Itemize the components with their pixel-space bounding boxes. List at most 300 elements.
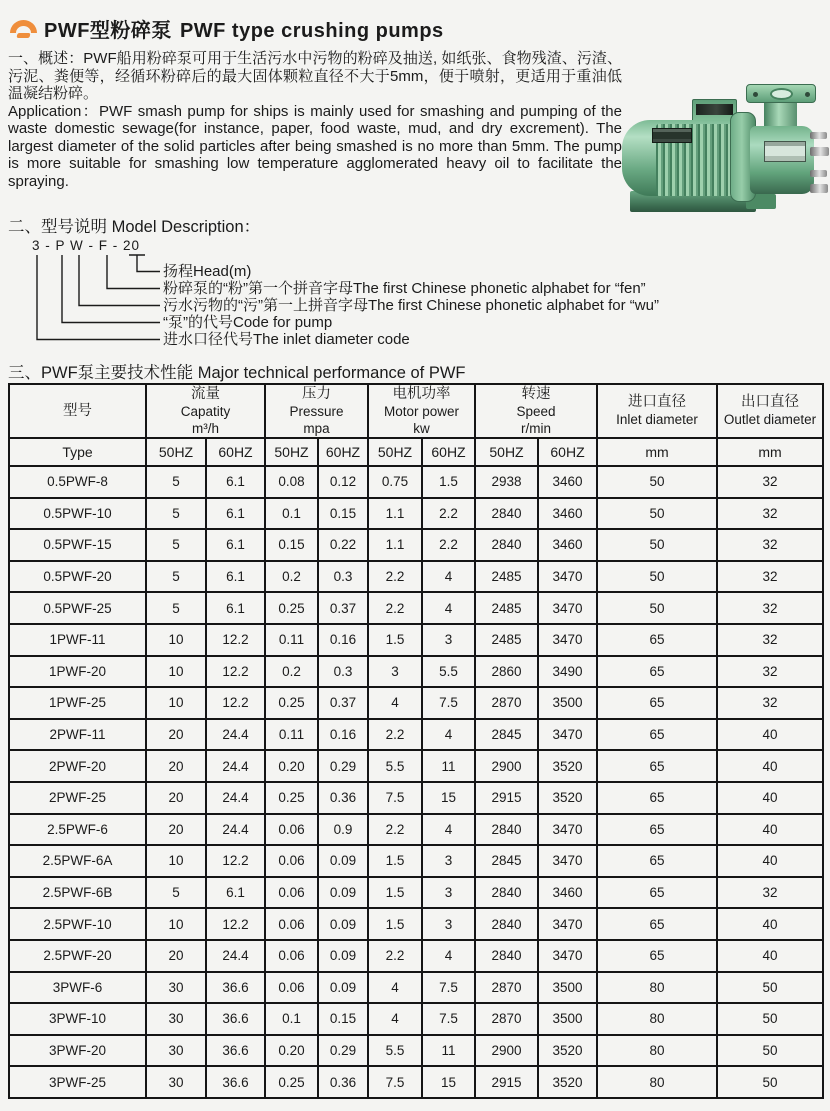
pump-model-cell: 2PWF-20 — [9, 750, 146, 782]
spec-value-cell: 1.5 — [422, 466, 475, 498]
spec-value-cell: 0.16 — [318, 624, 368, 656]
pump-model-cell: 1PWF-20 — [9, 656, 146, 688]
spec-value-cell: 3500 — [538, 972, 597, 1004]
pump-model-cell: 2.5PWF-20 — [9, 940, 146, 972]
spec-value-cell: 6.1 — [206, 561, 265, 593]
spec-value-cell: 6.1 — [206, 466, 265, 498]
spec-value-cell: 3 — [422, 877, 475, 909]
spec-value-cell: 2840 — [475, 498, 538, 530]
spec-value-cell: 0.08 — [265, 466, 318, 498]
spec-value-cell: 2.2 — [422, 498, 475, 530]
spec-value-cell: 5 — [146, 466, 206, 498]
power-zh: 电机功率 — [392, 385, 451, 402]
subhead-60hz: 60HZ — [318, 438, 368, 466]
spec-row — [9, 1035, 823, 1067]
spec-value-cell: 3460 — [538, 529, 597, 561]
spec-value-cell: 0.36 — [318, 1066, 368, 1098]
spec-value-cell: 32 — [717, 498, 823, 530]
spec-value-cell: 3470 — [538, 624, 597, 656]
spec-value-cell: 24.4 — [206, 719, 265, 751]
subhead-mm: mm — [597, 438, 717, 466]
power-unit: kw — [413, 420, 430, 436]
spec-row — [9, 719, 823, 751]
spec-value-cell: 3470 — [538, 561, 597, 593]
spec-value-cell: 0.09 — [318, 908, 368, 940]
subhead-60hz: 60HZ — [422, 438, 475, 466]
spec-value-cell: 24.4 — [206, 940, 265, 972]
subhead-mm: mm — [717, 438, 823, 466]
spec-value-cell: 50 — [597, 561, 717, 593]
spec-value-cell: 20 — [146, 940, 206, 972]
spec-value-cell: 10 — [146, 845, 206, 877]
spec-value-cell: 0.11 — [265, 719, 318, 751]
spec-value-cell: 40 — [717, 782, 823, 814]
pump-model-cell: 0.5PWF-8 — [9, 466, 146, 498]
spec-value-cell: 12.2 — [206, 845, 265, 877]
spec-row — [9, 529, 823, 561]
col-motor-power — [368, 384, 475, 438]
casing-stud — [810, 147, 829, 156]
spec-value-cell: 0.09 — [318, 877, 368, 909]
pump-model-cell: 2.5PWF-6A — [9, 845, 146, 877]
spec-row — [9, 908, 823, 940]
col-outlet-diameter — [717, 384, 823, 438]
spec-value-cell: 5 — [146, 529, 206, 561]
spec-value-cell: 0.25 — [265, 687, 318, 719]
performance-table-heading: 三、PWF泵主要技术性能 Major technical performance of PWF — [8, 364, 466, 382]
spec-value-cell: 3520 — [538, 1035, 597, 1067]
spec-value-cell: 0.20 — [265, 1035, 318, 1067]
spec-value-cell: 2.2 — [368, 561, 422, 593]
spec-row — [9, 592, 823, 624]
page-title-zh: PWF型粉碎泵 — [44, 20, 172, 42]
spec-value-cell: 32 — [717, 687, 823, 719]
spec-value-cell: 3520 — [538, 1066, 597, 1098]
inlet-en: Inlet diameter — [616, 412, 698, 427]
inlet-flange — [746, 84, 816, 103]
spec-row — [9, 498, 823, 530]
spec-value-cell: 32 — [717, 561, 823, 593]
spec-value-cell: 40 — [717, 814, 823, 846]
pressure-en: Pressure — [289, 403, 344, 419]
spec-value-cell: 11 — [422, 1035, 475, 1067]
spec-value-cell: 3 — [422, 624, 475, 656]
pump-model-cell: 0.5PWF-10 — [9, 498, 146, 530]
spec-value-cell: 3470 — [538, 940, 597, 972]
spec-value-cell: 0.09 — [318, 972, 368, 1004]
spec-value-cell: 3470 — [538, 814, 597, 846]
spec-value-cell: 0.9 — [318, 814, 368, 846]
spec-value-cell: 12.2 — [206, 908, 265, 940]
spec-value-cell: 32 — [717, 592, 823, 624]
spec-value-cell: 50 — [597, 592, 717, 624]
spec-value-cell: 15 — [422, 782, 475, 814]
overview-section — [8, 50, 622, 190]
spec-value-cell: 12.2 — [206, 656, 265, 688]
overview-text-zh: 一、概述：PWF船用粉碎泵可用于生活污水中污物的粉碎及抽送, 如纸张、食物残渣、污渣、污泥、粪便等，经循环粉碎后的最大固体颗粒直径不大于5mm，便于喷射，更适用于重油低温凝结粉碎。 — [8, 50, 622, 102]
spec-value-cell: 4 — [422, 719, 475, 751]
spec-row — [9, 877, 823, 909]
spec-value-cell: 3470 — [538, 908, 597, 940]
spec-value-cell: 2938 — [475, 466, 538, 498]
pressure-unit: mpa — [303, 420, 330, 436]
spec-value-cell: 3470 — [538, 845, 597, 877]
spec-value-cell: 0.1 — [265, 1003, 318, 1035]
spec-value-cell: 40 — [717, 845, 823, 877]
model-code-diagram — [30, 238, 810, 354]
spec-value-cell: 20 — [146, 782, 206, 814]
spec-value-cell: 0.15 — [318, 498, 368, 530]
spec-value-cell: 0.25 — [265, 1066, 318, 1098]
spec-value-cell: 5 — [146, 877, 206, 909]
spec-value-cell: 3 — [422, 908, 475, 940]
spec-value-cell: 5.5 — [368, 1035, 422, 1067]
pump-model-cell: 2PWF-25 — [9, 782, 146, 814]
spec-value-cell: 0.3 — [318, 656, 368, 688]
spec-value-cell: 65 — [597, 782, 717, 814]
spec-value-cell: 0.37 — [318, 592, 368, 624]
capacity-unit: m³/h — [192, 420, 219, 436]
flange-bolt — [805, 92, 810, 97]
spec-value-cell: 6.1 — [206, 529, 265, 561]
spec-value-cell: 0.15 — [318, 1003, 368, 1035]
spec-value-cell: 15 — [422, 1066, 475, 1098]
spec-value-cell: 40 — [717, 940, 823, 972]
spec-table — [8, 383, 824, 1099]
spec-value-cell: 32 — [717, 466, 823, 498]
spec-table-container — [8, 383, 822, 1099]
col-inlet-diameter — [597, 384, 717, 438]
spec-value-cell: 5 — [146, 498, 206, 530]
spec-value-cell: 40 — [717, 908, 823, 940]
spec-value-cell: 80 — [597, 972, 717, 1004]
pump-model-cell: 1PWF-25 — [9, 687, 146, 719]
spec-value-cell: 0.06 — [265, 908, 318, 940]
spec-value-cell: 36.6 — [206, 972, 265, 1004]
spec-value-cell: 0.25 — [265, 592, 318, 624]
spec-value-cell: 80 — [597, 1035, 717, 1067]
spec-value-cell: 0.2 — [265, 561, 318, 593]
spec-value-cell: 2900 — [475, 750, 538, 782]
spec-value-cell: 80 — [597, 1066, 717, 1098]
casing-stud — [810, 132, 827, 139]
spec-value-cell: 3520 — [538, 750, 597, 782]
inlet-zh: 进口直径 — [628, 394, 687, 410]
model-label-pump: “泵”的代号Code for pump — [163, 314, 333, 331]
col-capacity — [146, 384, 265, 438]
spec-value-cell: 0.20 — [265, 750, 318, 782]
spec-value-cell: 0.75 — [368, 466, 422, 498]
col-type — [9, 384, 146, 438]
spec-value-cell: 2.2 — [368, 719, 422, 751]
pump-model-cell: 0.5PWF-15 — [9, 529, 146, 561]
spec-value-cell: 2870 — [475, 972, 538, 1004]
spec-value-cell: 10 — [146, 908, 206, 940]
casing-stud — [810, 184, 828, 193]
col-type-label: 型号 — [63, 402, 92, 419]
spec-value-cell: 30 — [146, 1066, 206, 1098]
spec-row — [9, 466, 823, 498]
spec-value-cell: 0.06 — [265, 814, 318, 846]
spec-value-cell: 30 — [146, 1003, 206, 1035]
spec-value-cell: 3470 — [538, 592, 597, 624]
spec-value-cell: 2840 — [475, 814, 538, 846]
spec-value-cell: 3 — [368, 656, 422, 688]
spec-value-cell: 65 — [597, 624, 717, 656]
model-label-head: 扬程Head(m) — [163, 263, 252, 280]
pump-model-cell: 2.5PWF-10 — [9, 908, 146, 940]
col-speed — [475, 384, 597, 438]
pump-photo — [618, 84, 830, 216]
spec-value-cell: 2840 — [475, 940, 538, 972]
spec-value-cell: 20 — [146, 814, 206, 846]
spec-value-cell: 1.5 — [368, 845, 422, 877]
spec-value-cell: 24.4 — [206, 782, 265, 814]
outlet-en: Outlet diameter — [723, 412, 817, 427]
spec-value-cell: 50 — [717, 1003, 823, 1035]
spec-table-head — [9, 384, 823, 466]
spec-value-cell: 6.1 — [206, 592, 265, 624]
spec-value-cell: 3460 — [538, 498, 597, 530]
spec-row — [9, 687, 823, 719]
spec-value-cell: 3470 — [538, 719, 597, 751]
header-row-sub — [9, 438, 823, 466]
spec-value-cell: 5.5 — [368, 750, 422, 782]
spec-value-cell: 24.4 — [206, 750, 265, 782]
col-pressure — [265, 384, 368, 438]
motor-nameplate — [652, 128, 692, 143]
pump-model-cell: 2.5PWF-6B — [9, 877, 146, 909]
arc-icon — [10, 20, 37, 33]
page-title-en: PWF type crushing pumps — [179, 20, 444, 42]
subhead-60hz: 60HZ — [538, 438, 597, 466]
spec-value-cell: 65 — [597, 877, 717, 909]
spec-value-cell: 2900 — [475, 1035, 538, 1067]
spec-value-cell: 40 — [717, 719, 823, 751]
spec-value-cell: 0.16 — [318, 719, 368, 751]
spec-value-cell: 65 — [597, 814, 717, 846]
spec-value-cell: 6.1 — [206, 498, 265, 530]
spec-value-cell: 3460 — [538, 877, 597, 909]
spec-value-cell: 4 — [368, 687, 422, 719]
spec-value-cell: 2840 — [475, 908, 538, 940]
spec-value-cell: 0.11 — [265, 624, 318, 656]
brand-arc-icon — [10, 20, 38, 42]
spec-value-cell: 3520 — [538, 782, 597, 814]
spec-value-cell: 50 — [597, 529, 717, 561]
spec-value-cell: 4 — [422, 561, 475, 593]
spec-value-cell: 0.09 — [318, 845, 368, 877]
spec-value-cell: 1.5 — [368, 877, 422, 909]
spec-value-cell: 7.5 — [368, 782, 422, 814]
spec-value-cell: 2870 — [475, 687, 538, 719]
spec-value-cell: 32 — [717, 624, 823, 656]
spec-value-cell: 2860 — [475, 656, 538, 688]
spec-value-cell: 7.5 — [422, 1003, 475, 1035]
flange-bore — [770, 88, 793, 100]
spec-value-cell: 10 — [146, 624, 206, 656]
spec-value-cell: 11 — [422, 750, 475, 782]
spec-value-cell: 0.36 — [318, 782, 368, 814]
spec-value-cell: 0.37 — [318, 687, 368, 719]
pump-model-cell: 1PWF-11 — [9, 624, 146, 656]
spec-value-cell: 2.2 — [368, 814, 422, 846]
spec-value-cell: 65 — [597, 845, 717, 877]
spec-value-cell: 65 — [597, 908, 717, 940]
spec-value-cell: 2485 — [475, 561, 538, 593]
spec-value-cell: 3500 — [538, 687, 597, 719]
spec-value-cell: 2.2 — [422, 529, 475, 561]
spec-value-cell: 2845 — [475, 845, 538, 877]
spec-value-cell: 0.29 — [318, 1035, 368, 1067]
spec-value-cell: 4 — [422, 940, 475, 972]
spec-value-cell: 50 — [717, 1035, 823, 1067]
spec-value-cell: 2.2 — [368, 592, 422, 624]
spec-value-cell: 0.3 — [318, 561, 368, 593]
power-en: Motor power — [383, 403, 460, 419]
spec-value-cell: 0.06 — [265, 877, 318, 909]
spec-value-cell: 36.6 — [206, 1035, 265, 1067]
spec-row — [9, 814, 823, 846]
speed-zh: 转速 — [521, 385, 551, 402]
spec-value-cell: 80 — [597, 1003, 717, 1035]
spec-value-cell: 0.22 — [318, 529, 368, 561]
arc-dash-icon — [16, 33, 30, 38]
spec-value-cell: 0.06 — [265, 940, 318, 972]
spec-value-cell: 24.4 — [206, 814, 265, 846]
spec-value-cell: 20 — [146, 750, 206, 782]
spec-value-cell: 2840 — [475, 877, 538, 909]
spec-value-cell: 65 — [597, 750, 717, 782]
spec-value-cell: 36.6 — [206, 1003, 265, 1035]
spec-value-cell: 30 — [146, 972, 206, 1004]
spec-value-cell: 0.25 — [265, 782, 318, 814]
spec-row — [9, 656, 823, 688]
model-label-inlet: 进水口径代号The inlet diameter code — [163, 331, 410, 348]
spec-value-cell: 2915 — [475, 1066, 538, 1098]
model-description-heading: 二、型号说明 Model Description： — [8, 218, 261, 236]
spec-value-cell: 1.5 — [368, 624, 422, 656]
spec-value-cell: 3500 — [538, 1003, 597, 1035]
spec-value-cell: 2870 — [475, 1003, 538, 1035]
pressure-zh: 压力 — [302, 385, 331, 402]
spec-value-cell: 65 — [597, 687, 717, 719]
spec-value-cell: 10 — [146, 656, 206, 688]
pump-model-cell: 3PWF-6 — [9, 972, 146, 1004]
pump-model-cell: 3PWF-20 — [9, 1035, 146, 1067]
spec-value-cell: 3460 — [538, 466, 597, 498]
speed-en: Speed — [516, 403, 556, 419]
spec-value-cell: 0.1 — [265, 498, 318, 530]
casing-stud — [810, 170, 827, 177]
pump-model-cell: 0.5PWF-25 — [9, 592, 146, 624]
spec-value-cell: 65 — [597, 656, 717, 688]
page-title — [44, 14, 444, 43]
speed-unit: r/min — [521, 420, 551, 436]
spec-row — [9, 1003, 823, 1035]
model-code: 3 - P W - F - 20 — [32, 238, 141, 253]
pump-model-cell: 2PWF-11 — [9, 719, 146, 751]
spec-value-cell: 2485 — [475, 624, 538, 656]
subhead-50hz: 50HZ — [146, 438, 206, 466]
spec-value-cell: 1.1 — [368, 529, 422, 561]
spec-value-cell: 4 — [368, 972, 422, 1004]
spec-row — [9, 782, 823, 814]
spec-row — [9, 624, 823, 656]
outlet-zh: 出口直径 — [741, 394, 800, 410]
spec-value-cell: 2915 — [475, 782, 538, 814]
spec-value-cell: 2.2 — [368, 940, 422, 972]
spec-value-cell: 4 — [422, 814, 475, 846]
capacity-en: Capatity — [180, 403, 231, 419]
spec-value-cell: 5.5 — [422, 656, 475, 688]
spec-value-cell: 0.09 — [318, 940, 368, 972]
spec-value-cell: 20 — [146, 719, 206, 751]
spec-value-cell: 2485 — [475, 592, 538, 624]
spec-value-cell: 50 — [597, 466, 717, 498]
pump-model-cell: 2.5PWF-6 — [9, 814, 146, 846]
spec-value-cell: 7.5 — [422, 687, 475, 719]
spec-value-cell: 32 — [717, 529, 823, 561]
spec-value-cell: 32 — [717, 656, 823, 688]
spec-value-cell: 5 — [146, 592, 206, 624]
spec-value-cell: 30 — [146, 1035, 206, 1067]
subhead-50hz: 50HZ — [265, 438, 318, 466]
spec-value-cell: 3490 — [538, 656, 597, 688]
spec-value-cell: 50 — [597, 498, 717, 530]
spec-value-cell: 4 — [422, 592, 475, 624]
spec-value-cell: 36.6 — [206, 1066, 265, 1098]
spec-value-cell: 0.29 — [318, 750, 368, 782]
pump-model-cell: 3PWF-10 — [9, 1003, 146, 1035]
spec-value-cell: 40 — [717, 750, 823, 782]
header-row-main — [9, 384, 823, 438]
spec-value-cell: 2840 — [475, 529, 538, 561]
capacity-zh: 流量 — [191, 385, 220, 402]
subhead-50hz: 50HZ — [475, 438, 538, 466]
spec-row — [9, 845, 823, 877]
spec-row — [9, 1066, 823, 1098]
subhead-50hz: 50HZ — [368, 438, 422, 466]
spec-table-body — [9, 466, 823, 1098]
pump-model-cell: 0.5PWF-20 — [9, 561, 146, 593]
spec-value-cell: 7.5 — [422, 972, 475, 1004]
pump-model-cell: 3PWF-25 — [9, 1066, 146, 1098]
spec-value-cell: 6.1 — [206, 877, 265, 909]
spec-value-cell: 10 — [146, 687, 206, 719]
spec-value-cell: 0.15 — [265, 529, 318, 561]
model-label-fen: 粉碎泵的“粉”第一个拼音字母The first Chinese phonetic alphabet for “fen” — [163, 280, 646, 297]
spec-value-cell: 65 — [597, 940, 717, 972]
spec-row — [9, 972, 823, 1004]
pump-nameplate — [764, 141, 806, 162]
spec-value-cell: 7.5 — [368, 1066, 422, 1098]
spec-value-cell: 1.1 — [368, 498, 422, 530]
spec-value-cell: 12.2 — [206, 687, 265, 719]
spec-value-cell: 2845 — [475, 719, 538, 751]
spec-value-cell: 3 — [422, 845, 475, 877]
spec-value-cell: 0.12 — [318, 466, 368, 498]
subhead-60hz: 60HZ — [206, 438, 265, 466]
spec-row — [9, 561, 823, 593]
spec-value-cell: 50 — [717, 972, 823, 1004]
spec-value-cell: 1.5 — [368, 908, 422, 940]
spec-value-cell: 12.2 — [206, 624, 265, 656]
spec-value-cell: 50 — [717, 1066, 823, 1098]
spec-value-cell: 4 — [368, 1003, 422, 1035]
spec-value-cell: 32 — [717, 877, 823, 909]
model-label-wu: 污水污物的“污”第一上拼音字母The first Chinese phonetic alphabet for “wu” — [163, 297, 659, 314]
